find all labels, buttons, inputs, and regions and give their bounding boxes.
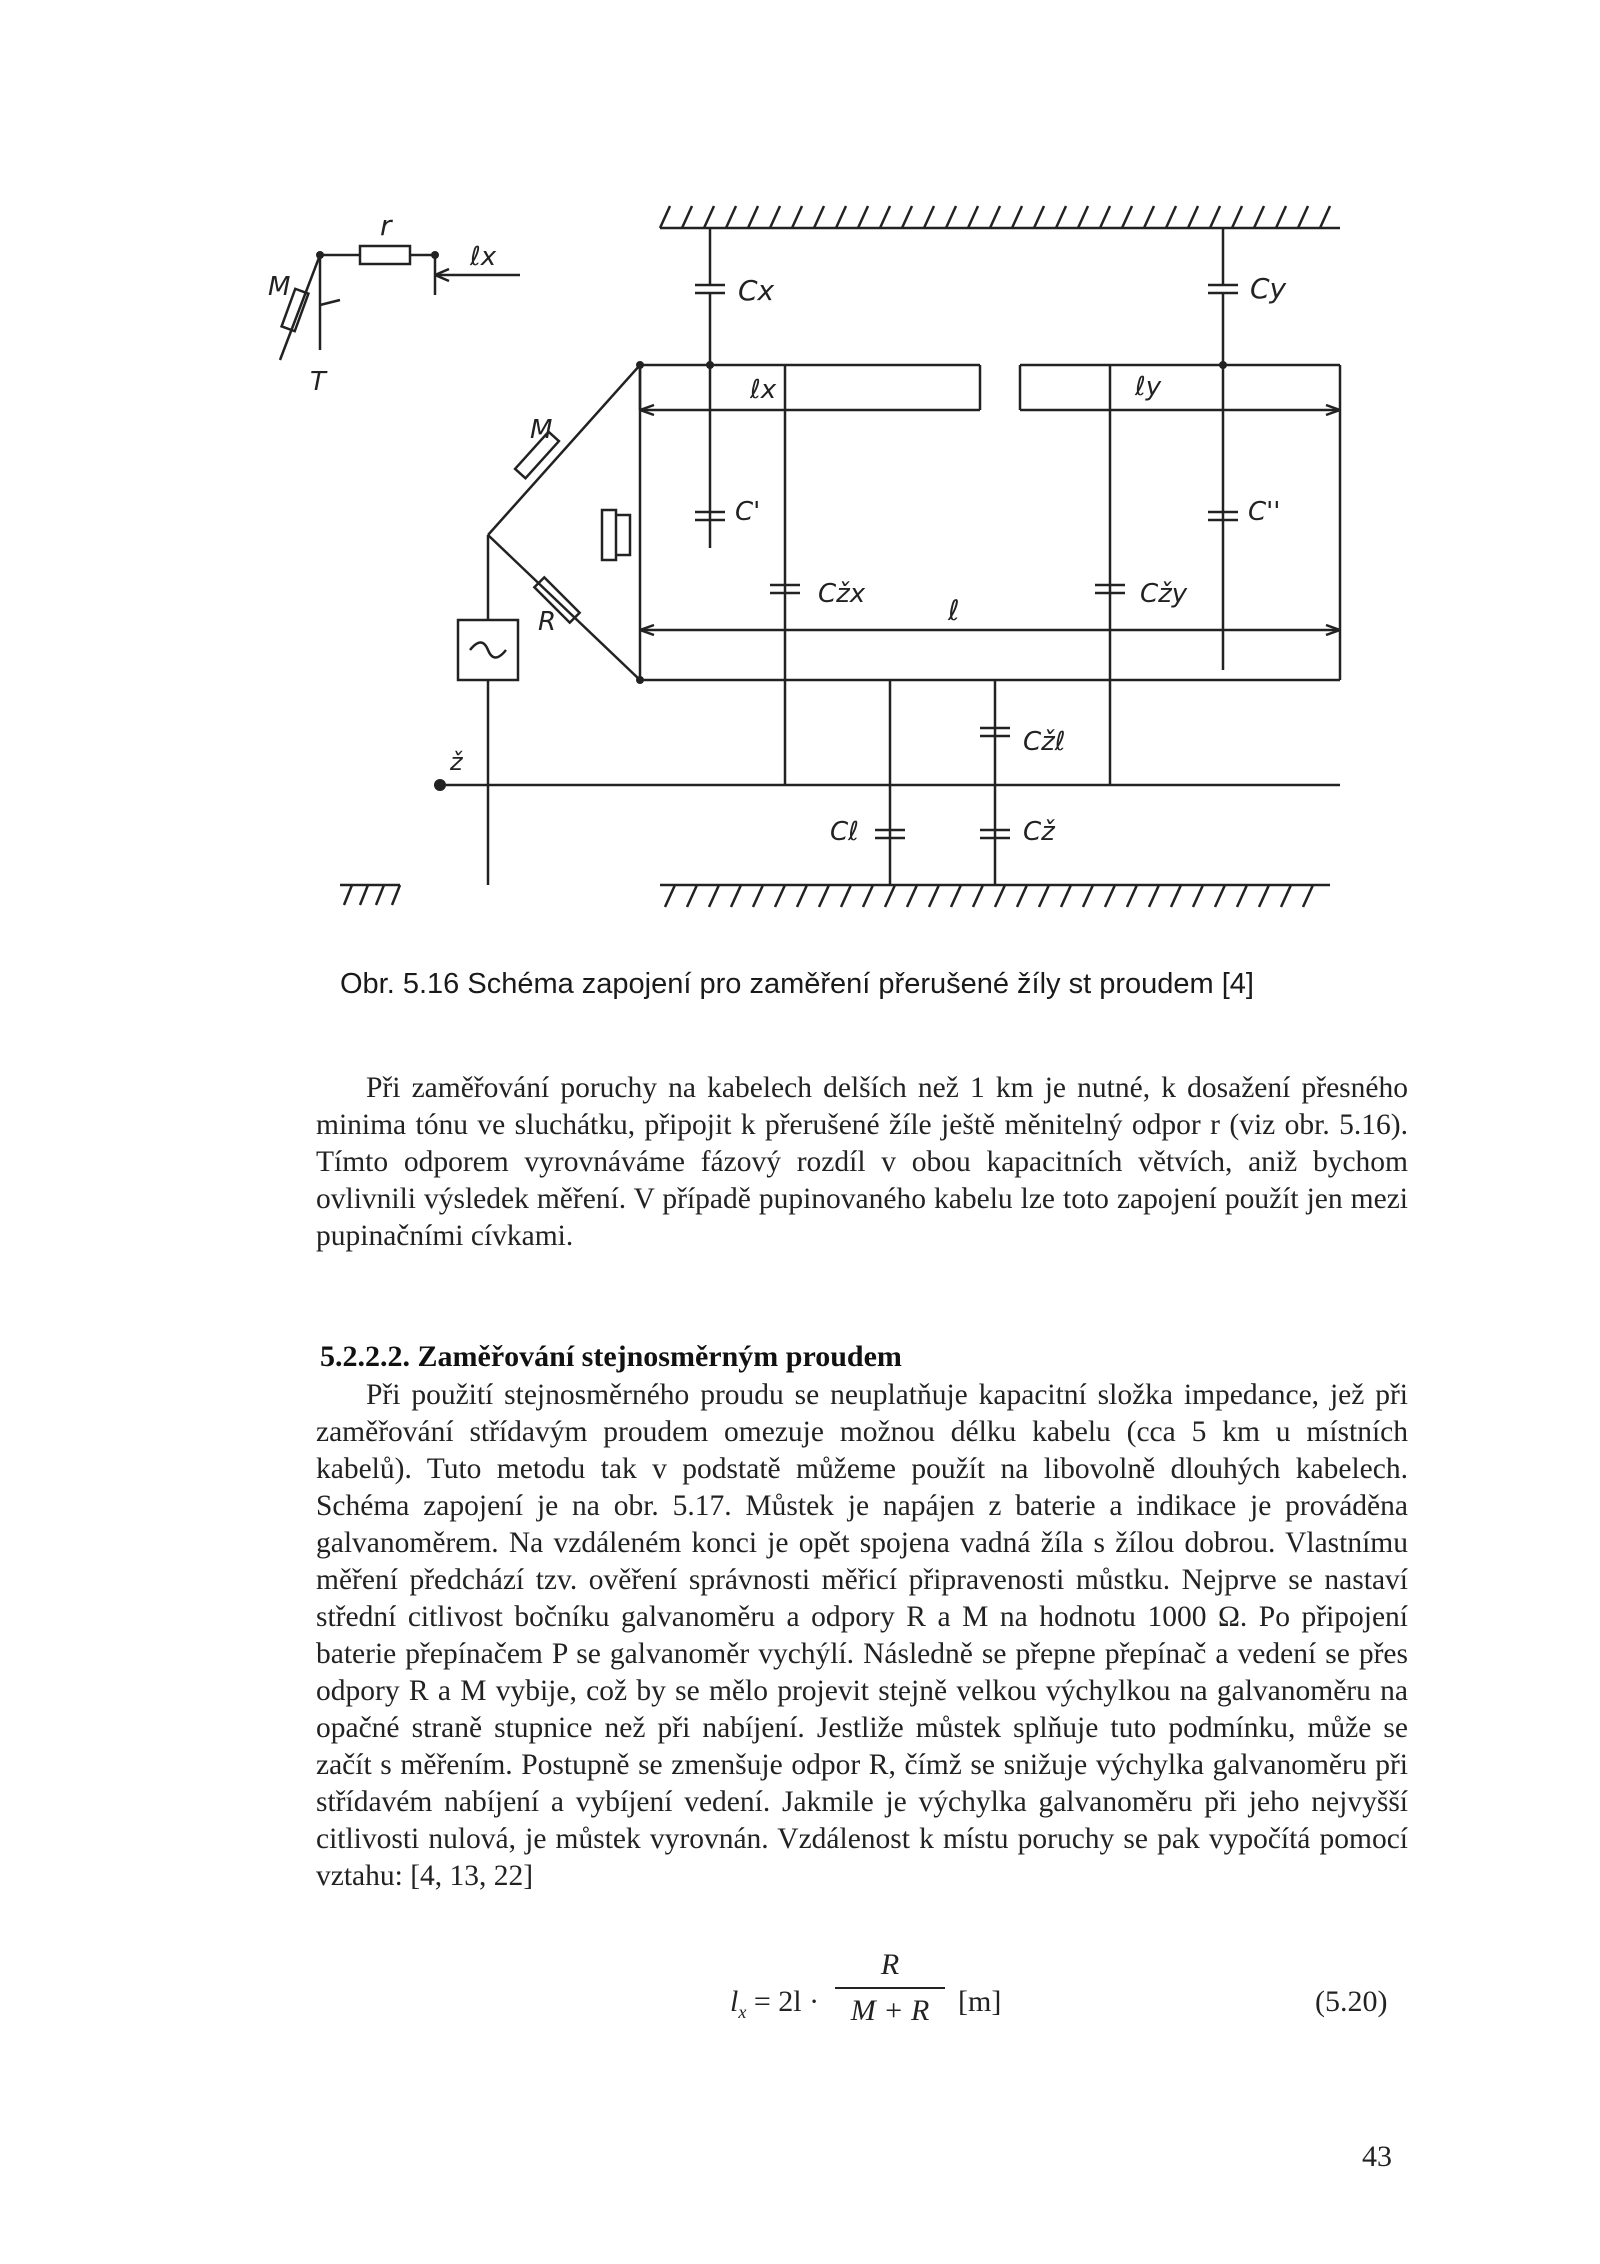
label-m-bridge: M [530,415,553,445]
figure-caption: Obr. 5.16 Schéma zapojení pro zaměření přerušené žíly st proudem [4] [340,968,1254,1000]
paragraph-1: Při zaměřování poruchy na kabelech delších než 1 km je nutné, k dosažení přesného minima tónu ve sluchátku, připojit k přerušené žíle ještě měnitelný odpor r (viz obr. 5.16). Tímto odporem vyrovnáváme fázový rozdíl v obou kapacitních větvích, aniž bychom ovlivnili výsledek měření. V případě pupinovaného kabelu lze toto zapojení použít jen mezi pupinačními cívkami. [316,1072,1408,1252]
label-l: ℓ [948,594,960,627]
label-cz: Cž [1023,817,1055,847]
label-czx: Cžx [818,579,866,609]
label-c2: C'' [1248,497,1281,527]
equation-denominator: M + R [850,1994,930,2027]
label-t: T [310,367,326,397]
ground-hatch-top [660,206,1330,228]
section-heading: 5.2.2.2. Zaměřování stejnosměrným proudem [320,1340,902,1373]
label-z: ž [450,748,463,776]
equation-5-20 [700,1945,1420,2065]
label-cx: Cx [738,274,775,307]
label-cy: Cy [1250,272,1287,305]
equation-fraction [835,1945,945,2031]
equation-lhs: $l_x = 2l$ · [730,1985,820,2022]
page-number: 43 [1362,2140,1392,2173]
equation-unit: [m] [958,1985,1002,2018]
equation-numerator: R [880,1948,900,1981]
label-r-bridge: R [538,607,557,637]
equation-number: (5.20) [1315,1985,1388,2018]
circuit-diagram [268,190,1390,940]
label-cl: Cℓ [830,817,859,847]
label-m-left: M [268,272,291,302]
label-lx-top: ℓx [470,242,497,272]
label-lx: ℓx [750,375,777,405]
label-ly: ℓy [1135,372,1162,402]
fraction-bar [835,1987,945,1989]
paragraph-2: Při použití stejnosměrného proudu se neuplatňuje kapacitní složka impedance, jež při zaměřování střídavým proudem omezuje možnou délku kabelu (cca 5 km u místních kabelů). Tuto metodu tak v podstatě můžeme použít na libovolně dlouhých kabelech. Schéma zapojení je na obr. 5.17. Můstek je napájen z baterie a indikace je prováděna galvanoměrem. Na vzdáleném konci je opět spojena vadná žíla s žílou dobrou. Vlastnímu měření předchází tzv. ověření správnosti měřicí připravenosti můstku. Nejprve se nastaví střední citlivost bočníku galvanoměru a odpory R a M na hodnotu 1000 Ω. Po připojení baterie přepínačem P se galvanoměr vychýlí. Následně se přepne přepínač a vedení se přes odpory R a M vybije, což by se mělo projevit stejně velkou výchylkou na galvanoměru na opačné straně stupnice než při nabíjení. Jestliže můstek splňuje tuto podmínku, může se začít s měřením. Postupně se zmenšuje odpor R, čímž se snižuje výchylka galvanoměru při střídavém nabíjení a vybíjení vedení. Jakmile je výchylka galvanoměru při jeho nejvyšší citlivosti nulová, je můstek vyrovnán. Vzdálenost k místu poruchy se pak vypočítá pomocí vztahu: [4, 13, 22] [316,1379,1408,1892]
label-c1: C' [735,497,761,527]
label-czy: Cžy [1140,579,1188,609]
label-r: r [380,209,392,242]
ground-hatch-bottom [665,885,1313,907]
label-czl: Cžℓ [1023,727,1066,757]
